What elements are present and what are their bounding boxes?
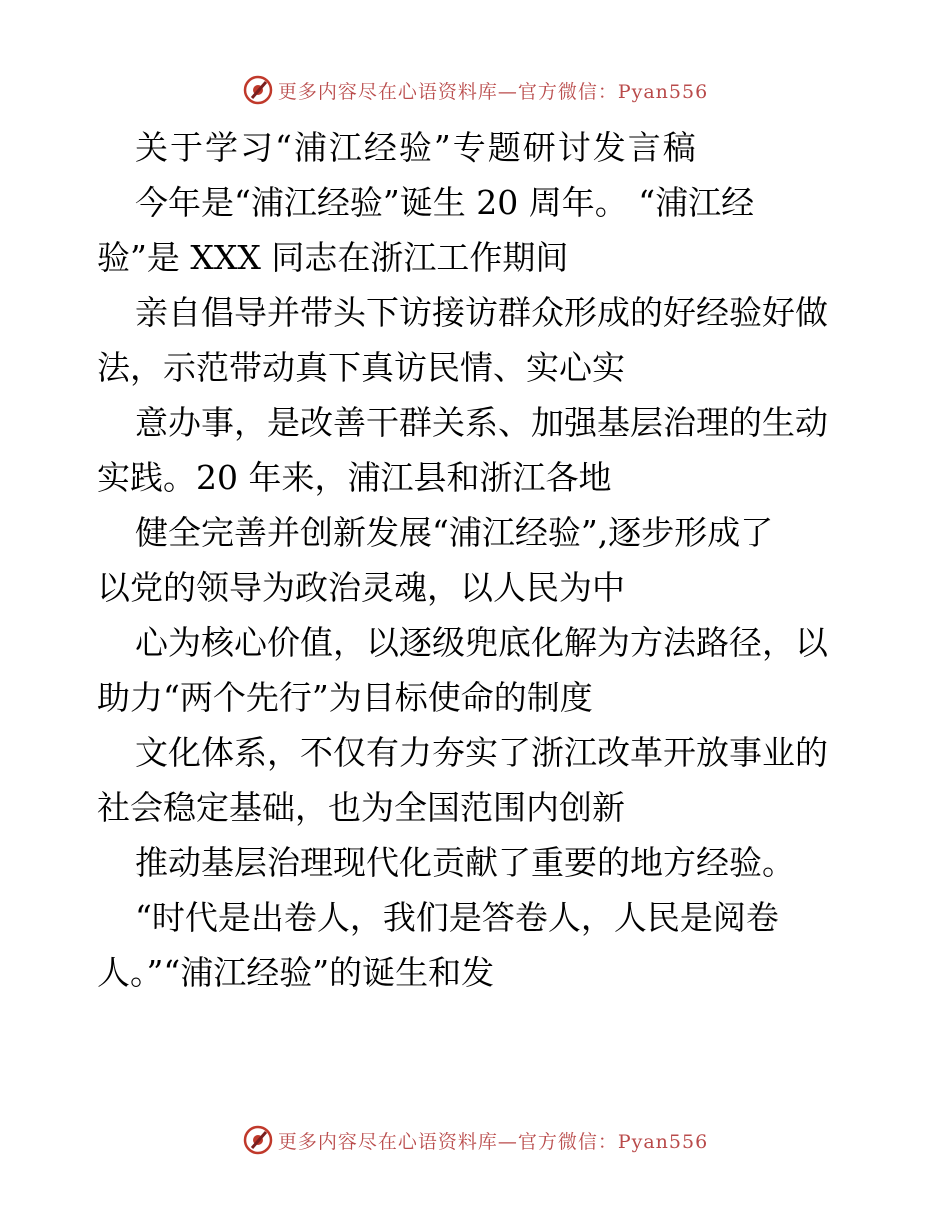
paragraph-line: 验”是 XXX 同志在浙江工作期间 [97,238,569,277]
paragraph-line: 推动基层治理现代化贡献了重要的地方经验。 [135,843,795,882]
logo-icon [242,74,274,106]
banner-text: 更多内容尽在心语资料库—官方微信：Pyan556 [277,80,709,103]
footer-banner [0,1120,950,1160]
paragraph-line: 意办事，是改善干群关系、加强基层治理的生动 [135,403,828,442]
paragraph-line: “时代是出卷人，我们是答卷人，人民是阅卷 [135,898,779,937]
paragraph-line: 文化体系，不仅有力夯实了浙江改革开放事业的 [135,733,828,772]
paragraph-line: 亲自倡导并带头下访接访群众形成的好经验好做 [135,293,828,332]
document-body [97,120,857,1000]
paragraph-line: 心为核心价值，以逐级兜底化解为方法路径，以 [135,623,828,662]
paragraph-line: 以党的领导为政治灵魂，以人民为中 [97,568,625,607]
paragraph-line: 人。”“浦江经验”的诞生和发 [97,953,495,992]
paragraph-line: 助力“两个先行”为目标使命的制度 [97,678,593,717]
document-title: 关于学习“浦江经验”专题研讨发言稿 [135,128,698,167]
paragraph-line: 社会稳定基础，也为全国范围内创新 [97,788,625,827]
paragraph-line: 法，示范带动真下真访民情、实心实 [97,348,625,387]
header-banner [0,70,950,110]
paragraph-line: 健全完善并创新发展“浦江经验”,逐步形成了 [135,513,774,552]
paragraph-line: 今年是“浦江经验”诞生 20 周年。 “浦江经 [135,183,755,222]
banner-text: 更多内容尽在心语资料库—官方微信：Pyan556 [277,1130,709,1153]
logo-icon [242,1124,274,1156]
paragraph-line: 实践。20 年来，浦江县和浙江各地 [97,458,612,497]
